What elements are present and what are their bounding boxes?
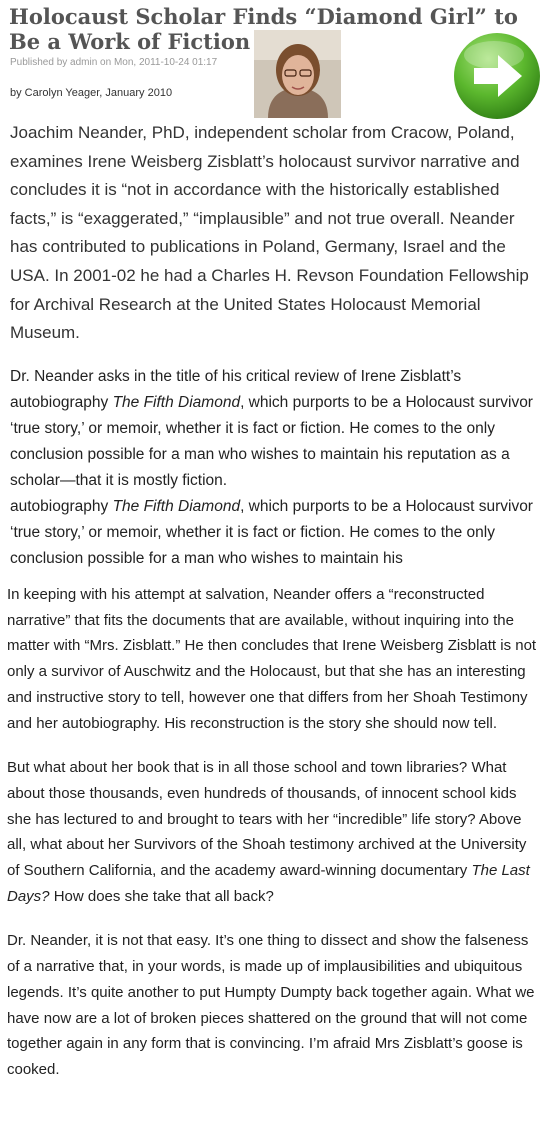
review-text-end: , which purports to be a Holocaust survivor ‘true story,’ or memoir, whether it is fact or fiction. He comes to the only conclusion possible for a man who wishes to maintain his reputation as a scholar—that it is mostly fiction.	[10, 394, 533, 489]
review-section	[10, 364, 540, 573]
byline: by Carolyn Yeager, January 2010	[10, 87, 173, 99]
book-title-repeat: The Fifth Diamond	[112, 498, 241, 515]
questions-text-end: How does she take that all back?	[49, 887, 274, 905]
next-arrow-icon[interactable]	[452, 31, 542, 121]
published-meta: Published by admin on Mon, 2011-10-24 01:17	[10, 57, 218, 68]
article-title: Holocaust Scholar Finds “Diamond Girl” to Be a Work of Fiction	[9, 4, 518, 54]
lead-paragraph: Joachim Neander, PhD, independent scholar from Cracow, Poland, examines Irene Weisberg Zisblatt’s holocaust survivor narrative and concludes it is “not in accordance with the historically established facts,” is “exaggerated,” “implausible” and not true overall. Neander has contributed to publications in Poland, Germany, Israel and the USA. In 2001-02 he had a Charles H. Revson Foundation Fellowship for Archival Research at the United States Holocaust Memorial Museum.	[10, 123, 529, 343]
repeat-text-end: , which purports to be a Holocaust survivor ‘true story,’ or memoir, whether it is fact or fiction. He comes to the only conclusion possible for a man who wishes to maintain his	[10, 498, 533, 567]
questions-text-start: But what about her book that is in all those school and town libraries? What about those thousands, even hundreds of thousands, of innocent school kids she has lectured to and brought to tears with her “incredible” life story? Above all, what about her Survivors of the Shoah testimony archived at the University of Southern California, and the academy award-winning documentary	[7, 759, 527, 880]
book-title: The Fifth Diamond	[112, 394, 241, 411]
page-bottom-edge	[0, 1127, 546, 1138]
conclusion-paragraph: Dr. Neander, it is not that easy. It’s one thing to dissect and show the falseness of a narrative that, in your words, is made up of implausibilities and ubiquitous legends. It’s quite another to put Humpty Dumpty back together again. What we have now are a lot of broken pieces shattered on the ground that will not come together again in any form that is convincing. I’m afraid Mrs Zisblatt’s goose is cooked.	[7, 932, 535, 1078]
author-photo	[254, 30, 341, 118]
article-body	[7, 582, 537, 1083]
review-paragraph	[10, 364, 540, 494]
reconstruction-paragraph: In keeping with his attempt at salvation, Neander offers a “reconstructed narrative” that fits the documents that are available, without inquiring into the matter with “Mrs. Zisblatt.” He then concludes that Irene Weisberg Zisblatt is not only a survivor of Auschwitz and the Holocaust, but that she has an interesting and instructive story to tell, however one that differs from her Shoah Testimony and her autobiography. His reconstruction is the story she should now tell.	[7, 586, 537, 732]
questions-paragraph	[7, 755, 537, 909]
review-paragraph-repeat	[10, 494, 540, 572]
film-title: The Last Days?	[7, 862, 530, 905]
repeat-text-start: autobiography	[10, 498, 113, 515]
review-text-start: Dr. Neander asks in the title of his critical review of Irene Zisblatt’s autobiography	[10, 368, 462, 411]
